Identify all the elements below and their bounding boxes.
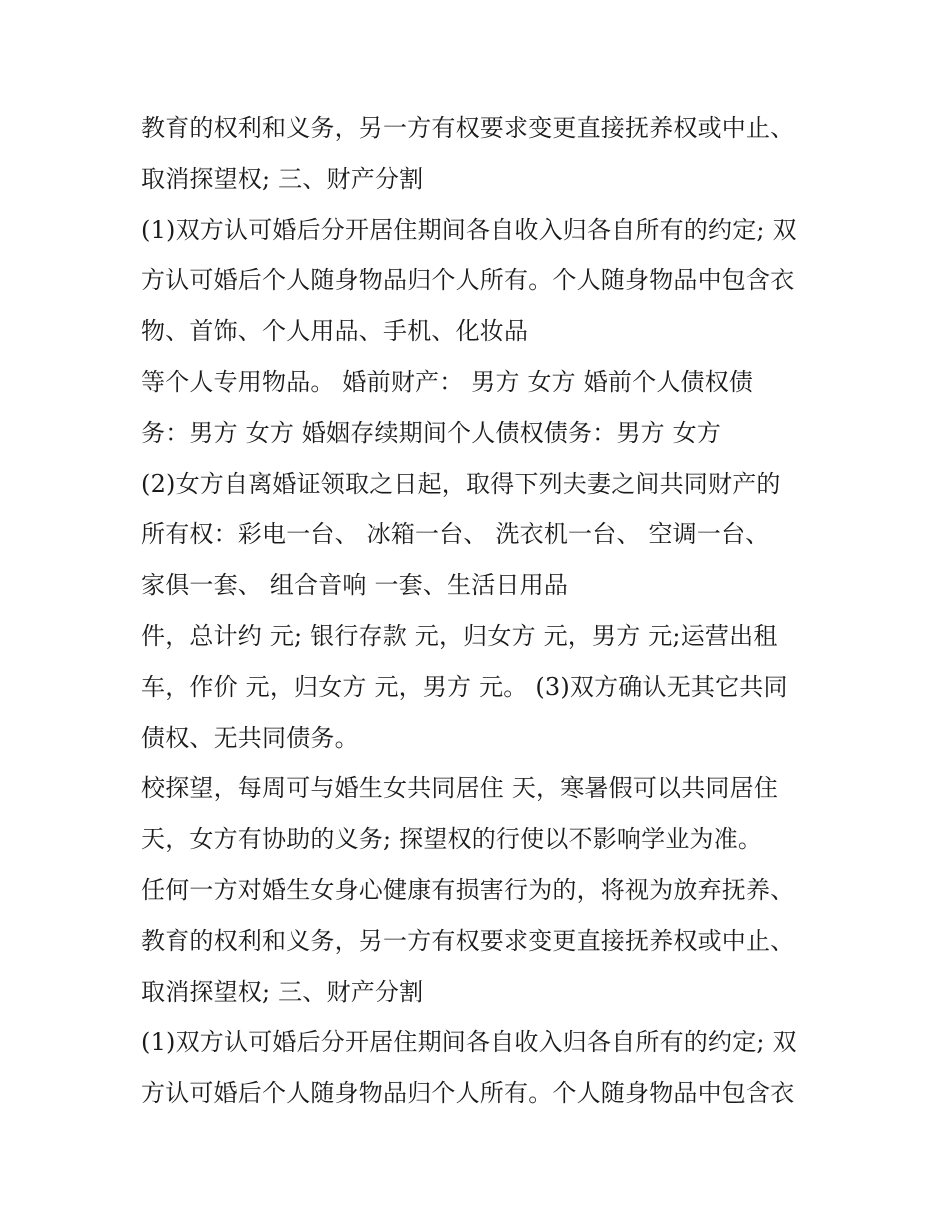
text-line: (1)双方认可婚后分开居住期间各自收入归各自所有的约定; 双 [141,1028,797,1057]
text-line: 物、首饰、个人用品、手机、化妆品 [141,317,529,346]
text-line: (1)双方认可婚后分开居住期间各自收入归各自所有的约定; 双 [141,215,797,244]
text-line: 教育的权利和义务，另一方有权要求变更直接抚养权或中止、 [141,114,795,142]
text-line: 务：男方 女方 婚姻存续期间个人债权债务：男方 女方 [141,418,722,447]
text-line: 等个人专用物品。 婚前财产： 男方 女方 婚前个人债权债 [141,367,754,396]
text-line: 取消探望权; 三、财产分割 [141,164,424,193]
text-line: 家俱一套、 组合音响 一套、生活日用品 [141,571,569,600]
text-line: 方认可婚后个人随身物品归个人所有。个人随身物品中包含衣 [141,1079,795,1108]
text-line: 天，女方有协助的义务; 探望权的行使以不影响学业为准。 [141,825,763,854]
text-line: 件，总计约 元; 银行存款 元，归女方 元，男方 元;运营出租 [141,621,778,650]
text-line: (2)女方自离婚证领取之日起，取得下列夫妻之间共同财产的 [141,469,781,498]
text-line: 校探望，每周可与婚生女共同居住 天，寒暑假可以共同居住 [141,774,779,803]
text-line: 方认可婚后个人随身物品归个人所有。个人随身物品中包含衣 [141,266,795,295]
text-line: 所有权：彩电一台、 冰箱一台、 洗衣机一台、 空调一台、 [141,520,770,549]
text-line: 车，作价 元，归女方 元，男方 元。 (3)双方确认无其它共同 [141,672,788,701]
text-line: 债权、无共同债务。 [141,723,359,752]
text-line: 任何一方对婚生女身心健康有损害行为的，将视为放弃抚养、 [141,875,795,904]
text-line: 取消探望权; 三、财产分割 [141,977,424,1006]
text-line: 教育的权利和义务，另一方有权要求变更直接抚养权或中止、 [141,926,795,955]
document-body [141,103,841,1119]
